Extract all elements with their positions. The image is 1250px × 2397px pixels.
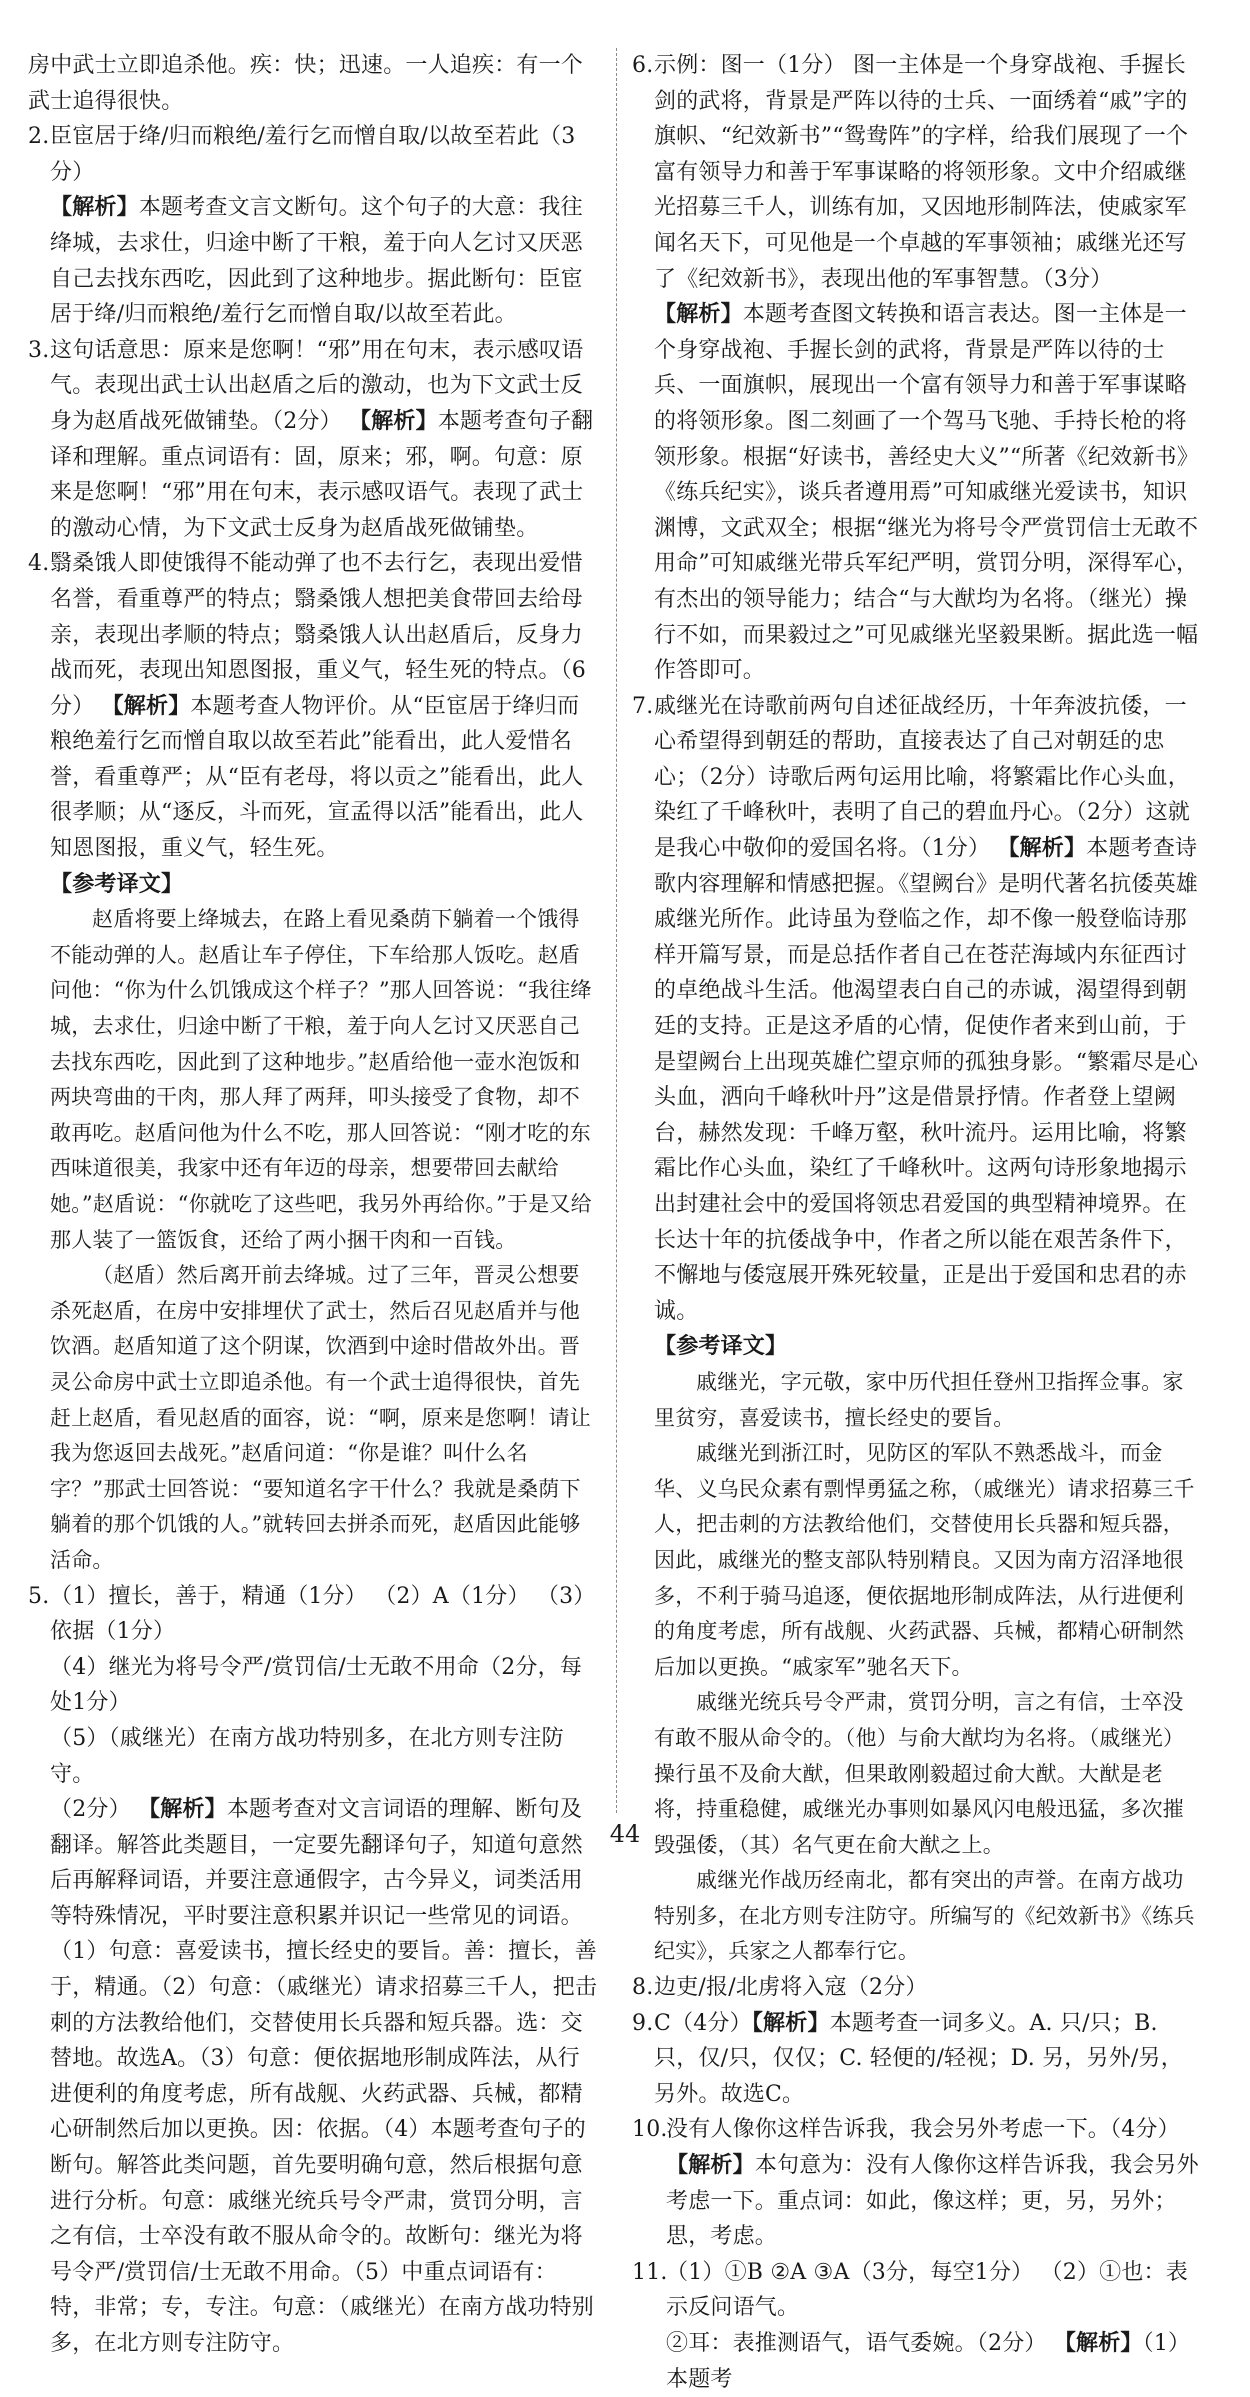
question-9: 9. C（4分）【解析】本题考查一词多义。A. 只/只；B. 只，仅/只，仅仅；C. 轻便的/轻视；D. 另，另外/另，另外。故选C。: [632, 2009, 1183, 2107]
question-10: 10. 没有人像你这样告诉我，我会另外考虑一下。（4分） 【解析】本句意为：没有人像你这样告诉我，我会另外考虑一下。重点词：如此，像这样；更，另，另外；思，考虑。: [632, 2117, 1199, 2250]
translation-paragraph: （赵盾）然后离开前去绛城。过了三年，晋灵公想要杀死赵盾，在房中安排埋伏了武士，然后召见赵盾并与他饮酒。赵盾知道了这个阴谋，饮酒到中途时借故外出。晋灵公命房中武士立即追杀他。有一个武士追得很快，首先赶上赵盾，看见赵盾的面容，说：“啊，原来是您啊！请让我为您返回去战死。”赵盾问道：“你是谁？叫什么名字？”那武士回答说：“要知道名字干什么？我就是桑荫下躺着的那个饥饿的人。”就转回去拼杀而死，赵盾因此能够活命。: [50, 1263, 591, 1572]
reference-translation-heading: 【参考译文】: [654, 1333, 788, 1360]
answer-line: （1）①B ②A ③A（3分，每空1分） （2）①也：表示反问语气。: [666, 2259, 1188, 2321]
answer-text: 边吏/报/北虏将入寇（2分）: [654, 1975, 928, 2001]
analysis-label: 【解析】: [349, 407, 438, 434]
analysis-text: 本题考查文言文断句。这个句子的大意：我往绛城，去求仕，归途中断了干粮，羞于向人乞讨又厌恶自己去找东西吃，因此到了这种地步。据此断句：臣宦居于绛/归而粮绝/羞行乞而憎自取/以故至若此。: [50, 195, 583, 328]
question-5: 5. （1）擅长，善于，精通（1分） （2）A（1分） （3）依据（1分） （4）继光为将号令严/赏罚信/士无敢不用命（2分，每处1分） （5）（戚继光）在南方战功特别多，在北方则专注防守。 （2分） 【解析】本题考查对文言词语的理解、断句及翻译。解答此类题目，一定要先翻译句子，知道句意然后再解释词语，并要注意通假字，古今异义，词类活用等特殊情况，平时要注意积累并识记一些常见的词语。（1）句意：喜爱读书，擅长经史的要旨。善：擅长，善于，精通。（2）句意：（戚继光）请求招募三千人，把击刺的方法教给他们，交替使用长兵器和短兵器。选：交替地。故选A。（3）句意：便依据地形制成阵法，从行进便利的角度考虑，所有战舰、火药武器、兵械，都精心研制然后加以更换。因：依据。（4）本题考查句子的断句。解答此类问题，首先要明确句意，然后根据句意进行分析。句意：戚继光统兵号令严肃，赏罚分明，言之有信，士卒没有敢不服从命令的。故断句：继光为将号令严/赏罚信/士无敢不用命。（5）中重点词语有：特，非常；专，专注。句意：（戚继光）在南方战功特别多，在北方则专注防守。: [28, 1583, 598, 2356]
right-column: [632, 48, 1204, 2397]
answer-line: （5）（戚继光）在南方战功特别多，在北方则专注防守。: [50, 1725, 564, 1787]
reference-translation-heading: 【参考译文】: [50, 870, 184, 897]
answer-line: ②耳：表推测语气，语气委婉。（2分）: [666, 2331, 1047, 2356]
analysis-label: 【解析】: [997, 835, 1087, 862]
analysis-text: 本题考查图文转换和语言表达。图一主体是一个身穿战袍、手握长剑的武将，背景是严阵以待的士兵、一面旗帜，展现出一个富有领导力和善于军事谋略的将领形象。图二刻画了一个驾马飞驰、手持长枪的将领形象。根据“好读书，善经史大义”“所著《纪效新书》《练兵纪实》，谈兵者遵用焉”可知戚继光爱读书，知识渊博，文武双全；根据“继光为将号令严赏罚信士无敢不用命”可知戚继光带兵军纪严明，赏罚分明，深得军心，有杰出的领导能力；结合“与大猷均为名将。（继光）操行不如，而果毅过之”可见戚继光坚毅果断。据此选一幅作答即可。: [654, 302, 1199, 684]
question-4: 4. 翳桑饿人即使饿得不能动弹了也不去行乞，表现出爱惜名誉，看重尊严的特点；翳桑饿人想把美食带回去给母亲，表现出孝顺的特点；翳桑饿人认出赵盾后，反身力战而死，表现出知恩图报，重义气，轻生死的特点。（6分） 【解析】本题考查人物评价。从“臣宦居于绛归而粮绝羞行乞而憎自取以故至若此”能看出，此人爱惜名誉，看重尊严；从“臣有老母，将以贡之”能看出，此人很孝顺；从“逐反，斗而死，宣孟得以活”能看出，此人知恩图报，重义气，轻生死。: [28, 551, 586, 862]
translation-paragraph: 戚继光到浙江时，见防区的军队不熟悉战斗，而金华、义乌民众素有剽悍勇猛之称，（戚继光）请求招募三千人，把击刺的方法教给他们，交替使用长兵器和短兵器，因此，戚继光的整支部队特别精良。又因为南方沼泽地很多，不利于骑马追逐，便依据地形制成阵法，从行进便利的角度考虑，所有战舰、火药武器、兵械，都精心研制然后加以更换。“戚家军”驰名天下。: [654, 1441, 1195, 1679]
translation-paragraph: 戚继光统兵号令严肃，赏罚分明，言之有信，士卒没有敢不服从命令的。（他）与俞大猷均为名将。（戚继光）操行虽不及俞大猷，但果敢刚毅超过俞大猷。大猷是老将，持重稳健，戚继光办事则如暴风闪电般迅猛，多次摧毁强倭，（其）名气更在俞大猷之上。: [654, 1690, 1185, 1857]
analysis-label: 【解析】: [138, 1796, 227, 1823]
page-number: 44: [609, 1820, 641, 1848]
answer-text: 翳桑饿人即使饿得不能动弹了也不去行乞，表现出爱惜名誉，看重尊严的特点；翳桑饿人想把美食带回去给母亲，表现出孝顺的特点；翳桑饿人认出赵盾后，反身力战而死，表现出知恩图报，重义气，轻生死的特点。（6分）: [50, 551, 586, 719]
analysis-text: 本题考查句子翻译和理解。重点词语有：固，原来；邪，啊。句意：原来是您啊！“邪”用在句末，表示感叹语气。表现了武士的激动心情，为下文武士反身为赵盾战死做铺垫。: [50, 408, 594, 541]
answer-text: 臣宦居于绛/归而粮绝/羞行乞而憎自取/以故至若此（3分）: [50, 124, 576, 185]
question-11: 11. （1）①B ②A ③A（3分，每空1分） （2）①也：表示反问语气。 ②耳：表推测语气，语气委婉。（2分） 【解析】（1）本题考: [632, 2259, 1191, 2392]
analysis-label: 【解析】: [751, 2009, 830, 2036]
question-8: 8. 边吏/报/北虏将入寇（2分）: [632, 1975, 928, 2001]
analysis-text: 本题考查一词多义。A. 只/只；B. 只，仅/只，仅仅；C. 轻便的/轻视；D. 另，另外/另，另外。故选C。: [654, 2010, 1183, 2107]
question-6: 6. 示例：图一（1分） 图一主体是一个身穿战袍、手握长剑的武将，背景是严阵以待的士兵、一面绣着“戚”字的旗帜、“纪效新书”“鸳鸯阵”的字样，给我们展现了一个富有领导力和善于军事谋略的将领形象。文中介绍戚继光招募三千人，训练有加，又因地形制阵法，使戚家军闻名天下，可见他是一个卓越的军事领袖；戚继光还写了《纪效新书》，表现出他的军事智慧。（3分） 【解析】本题考查图文转换和语言表达。图一主体是一个身穿战袍、手握长剑的武将，背景是严阵以待的士兵、一面旗帜，展现出一个富有领导力和善于军事谋略的将领形象。图二刻画了一个驾马飞驰、手持长枪的将领形象。根据“好读书，善经史大义”“所著《纪效新书》《练兵纪实》，谈兵者遵用焉”可知戚继光爱读书，知识渊博，文武双全；根据“继光为将号令严赏罚信士无敢不用命”可知戚继光带兵军纪严明，赏罚分明，深得军心，有杰出的领导能力；结合“与大猷均为名将。（继光）操行不如，而果毅过之”可见戚继光坚毅果断。据此选一幅作答即可。: [632, 53, 1199, 684]
column-divider: [616, 48, 617, 1813]
analysis-label: 【解析】: [654, 301, 743, 328]
answer-line: （4）继光为将号令严/赏罚信/士无敢不用命（2分，每处1分）: [50, 1654, 583, 1716]
translation-paragraph: 戚继光，字元敬，家中历代担任登州卫指挥佥事。家里贫穷，喜爱读书，擅长经史的要旨。: [654, 1369, 1184, 1430]
answer-text: 没有人像你这样告诉我，我会另外考虑一下。（4分）: [666, 2117, 1180, 2143]
intro-paragraph: 房中武士立即追杀他。疾：快；迅速。一人追疾：有一个武士追得很快。: [28, 53, 584, 114]
answer-line: （1）擅长，善于，精通（1分） （2）A（1分） （3）依据（1分）: [50, 1583, 596, 1645]
analysis-text: 本题考查人物评价。从“臣宦居于绛归而粮绝羞行乞而憎自取以故至若此”能看出，此人爱惜名誉，看重尊严；从“臣有老母，将以贡之”能看出，此人很孝顺；从“逐反，斗而死，宣孟得以活”能看出，此人知恩图报，重义气，轻生死。: [50, 693, 584, 862]
answer-text: C（4分）: [654, 2010, 752, 2036]
question-3: 3. 这句话意思：原来是您啊！“邪”用在句末，表示感叹语气。表现出武士认出赵盾之后的激动，也为下文武士反身为赵盾战死做铺垫。（2分） 【解析】本题考查句子翻译和理解。重点词语有：固，原来；邪，啊。句意：原来是您啊！“邪”用在句末，表示感叹语气。表现了武士的激动心情，为下文武士反身为赵盾战死做铺垫。: [28, 337, 594, 541]
analysis-label: 【解析】: [1053, 2330, 1143, 2356]
analysis-label: 【解析】: [50, 194, 139, 221]
translation-paragraph: 戚继光作战历经南北，都有突出的声誉。在南方战功特别多，在北方则专注防守。所编写的《纪效新书》《练兵纪实》，兵家之人都奉行它。: [654, 1868, 1195, 1964]
answer-text: 这句话意思：原来是您啊！“邪”用在句末，表示感叹语气。表现出武士认出赵盾之后的激动，也为下文武士反身为赵盾战死做铺垫。（2分）: [50, 337, 584, 434]
question-2: 2. 臣宦居于绛/归而粮绝/羞行乞而憎自取/以故至若此（3分） 【解析】本题考查文言文断句。这个句子的大意：我往绛城，去求仕，归途中断了干粮，羞于向人乞讨又厌恶自己去找东西吃，因此到了这种地步。据此断句：臣宦居于绛/归而粮绝/羞行乞而憎自取/以故至若此。: [28, 124, 583, 328]
analysis-text: （1）本题考: [666, 2331, 1191, 2392]
translation-paragraph: 赵盾将要上绛城去，在路上看见桑荫下躺着一个饿得不能动弹的人。赵盾让车子停住，下车给那人饭吃。赵盾问他：“你为什么饥饿成这个样子？”那人回答说：“我往绛城，去求仕，归途中断了干粮，羞于向人乞讨又厌恶自己去找东西吃，因此到了这种地步。”赵盾给他一壶水泡饭和两块弯曲的干肉，那人拜了两拜，叩头接受了食物，却不敢再吃。赵盾问他为什么不吃，那人回答说：“刚才吃的东西味道很美，我家中还有年迈的母亲，想要带回去献给她。”赵盾说：“你就吃了这些吧，我另外再给你。”于是又给那人装了一篮饭食，还给了两小捆干肉和一百钱。: [50, 907, 592, 1252]
answer-text: 示例：图一（1分） 图一主体是一个身穿战袍、手握长剑的武将，背景是严阵以待的士兵、一面绣着“戚”字的旗帜、“纪效新书”“鸳鸯阵”的字样，给我们展现了一个富有领导力和善于军事谋略的将领形象。文中介绍戚继光招募三千人，训练有加，又因地形制阵法，使戚家军闻名天下，可见他是一个卓越的军事领袖；戚继光还写了《纪效新书》，表现出他的军事智慧。（3分）: [654, 53, 1189, 292]
analysis-text: 本句意为：没有人像你这样告诉我，我会另外考虑一下。重点词：如此，像这样；更，另，另外；思，考虑。: [666, 2153, 1199, 2250]
left-column: [28, 48, 600, 2362]
analysis-text: 本题考查对文言词语的理解、断句及翻译。解答此类题目，一定要先翻译句子，知道句意然后再解释词语，并要注意通假字，古今异义，词类活用等特殊情况，平时要注意积累并识记一些常见的词语。（1）句意：喜爱读书，擅长经史的要旨。善：擅长，善于，精通。（2）句意：（戚继光）请求招募三千人，把击刺的方法教给他们，交替使用长兵器和短兵器。选：交替地。故选A。（3）句意：便依据地形制成阵法，从行进便利的角度考虑，所有战舰、火药武器、兵械，都精心研制然后加以更换。因：依据。（4）本题考查句子的断句。解答此类问题，首先要明确句意，然后根据句意进行分析。句意：戚继光统兵号令严肃，赏罚分明，言之有信，士卒没有敢不服从命令的。故断句：继光为将号令严/赏罚信/士无敢不用命。（5）中重点词语有：特，非常；专，专注。句意：（戚继光）在南方战功特别多，在北方则专注防守。: [50, 1797, 598, 2356]
question-7: 7. 戚继光在诗歌前两句自述征战经历，十年奔波抗倭，一心希望得到朝廷的帮助，直接表达了自己对朝廷的忠心；（2分）诗歌后两句运用比喻，将繁霜比作心头血，染红了千峰秋叶，表明了自己的碧血丹心。（2分）这就是我心中敬仰的爱国名将。（1分） 【解析】本题考查诗歌内容理解和情感把握。《望阙台》是明代著名抗倭英雄戚继光所作。此诗虽为登临之作，却不像一般登临诗那样开篇写景，而是总括作者自己在苍茫海域内东征西讨的卓绝战斗生活。他渴望表白自己的赤诚，渴望得到朝廷的支持。正是这矛盾的心情，促使作者来到山前，于是望阙台上出现英雄伫望京师的孤独身影。“繁霜尽是心头血，洒向千峰秋叶丹”这是借景抒情。作者登上望阙台，赫然发现：千峰万壑，秋叶流丹。运用比喻，将繁霜比作心头血，染红了千峰秋叶。这两句诗形象地揭示出封建社会中的爱国将领忠君爱国的典型精神境界。在长达十年的抗倭战争中，作者之所以能在艰苦条件下，不懈地与倭寇展开殊死较量，正是出于爱国和忠君的赤诚。: [632, 693, 1199, 1324]
answer-text: 戚继光在诗歌前两句自述征战经历，十年奔波抗倭，一心希望得到朝廷的帮助，直接表达了自己对朝廷的忠心；（2分）诗歌后两句运用比喻，将繁霜比作心头血，染红了千峰秋叶，表明了自己的碧血丹心。（2分）这就是我心中敬仰的爱国名将。（1分）: [654, 693, 1190, 862]
analysis-text: 本题考查诗歌内容理解和情感把握。《望阙台》是明代著名抗倭英雄戚继光所作。此诗虽为登临之作，却不像一般登临诗那样开篇写景，而是总括作者自己在苍茫海域内东征西讨的卓绝战斗生活。他渴望表白自己的赤诚，渴望得到朝廷的支持。正是这矛盾的心情，促使作者来到山前，于是望阙台上出现英雄伫望京师的孤独身影。“繁霜尽是心头血，洒向千峰秋叶丹”这是借景抒情。作者登上望阙台，赫然发现：千峰万壑，秋叶流丹。运用比喻，将繁霜比作心头血，染红了千峰秋叶。这两句诗形象地揭示出封建社会中的爱国将领忠君爱国的典型精神境界。在长达十年的抗倭战争中，作者之所以能在艰苦条件下，不懈地与倭寇展开殊死较量，正是出于爱国和忠君的赤诚。: [654, 836, 1199, 1324]
analysis-label: 【解析】: [101, 692, 191, 719]
analysis-label: 【解析】: [666, 2152, 755, 2179]
